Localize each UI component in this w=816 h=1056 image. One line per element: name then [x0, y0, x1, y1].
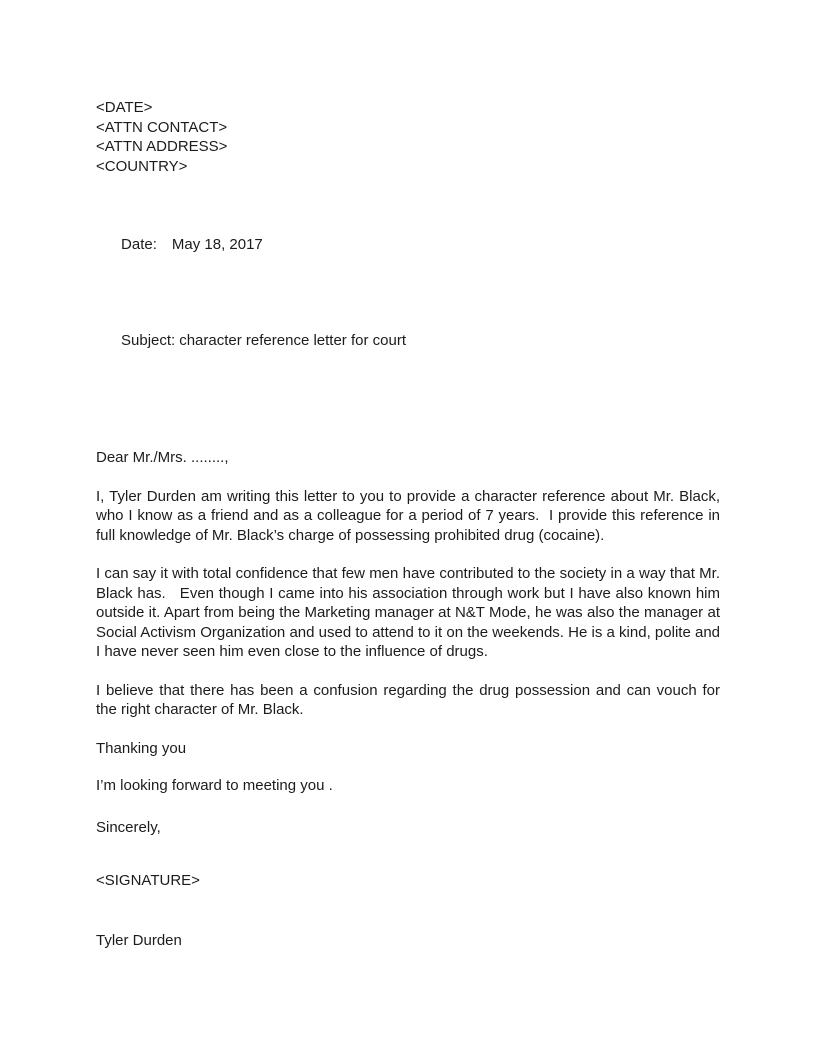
- signature-placeholder: <SIGNATURE>: [96, 872, 200, 889]
- recipient-date-placeholder: <DATE>: [96, 99, 153, 116]
- date-line: [96, 215, 720, 274]
- subject-line: [96, 312, 720, 371]
- body-paragraph-1: I, Tyler Durden am writing this letter to you to provide a character reference about Mr. Black, who I know as a friend and as a colleague for a period of 7 years. I provide this reference in full knowledge of Mr. Black’s charge of possessing prohibited drug (cocaine).: [96, 487, 725, 544]
- date-label: Date:: [121, 235, 157, 253]
- body-paragraph-3: I believe that there has been a confusion regarding the drug possession and can vouch for the right character of Mr. Black.: [96, 681, 725, 718]
- thanking-line: Thanking you: [96, 739, 187, 757]
- looking-forward-line: I’m looking forward to meeting you .: [96, 777, 333, 794]
- body-paragraph-2: I can say it with total confidence that few men have contributed to the society in a way that Mr. Black has. Even though I came into his association through work but I have also known him outside it. Apart from being the Marketing manager at N&T Mode, he was also the manager at Social Activism Organization and used to attend to it on the weekends. He is a kind, polite and I have never seen him even close to the influence of drugs.: [96, 565, 725, 660]
- recipient-contact-placeholder: <ATTN CONTACT>: [96, 118, 228, 136]
- recipient-block: [96, 98, 720, 176]
- subject-value: character reference letter for court: [179, 332, 406, 349]
- subject-label: Subject:: [121, 332, 176, 349]
- signer-name: Tyler Durden: [96, 931, 182, 949]
- date-value: May 18, 2017: [171, 235, 263, 253]
- closing-line: Sincerely,: [96, 818, 161, 836]
- recipient-address-placeholder: <ATTN ADDRESS>: [96, 138, 228, 155]
- recipient-country-placeholder: <COUNTRY>: [96, 157, 188, 175]
- salutation: Dear Mr./Mrs. ........,: [96, 449, 229, 466]
